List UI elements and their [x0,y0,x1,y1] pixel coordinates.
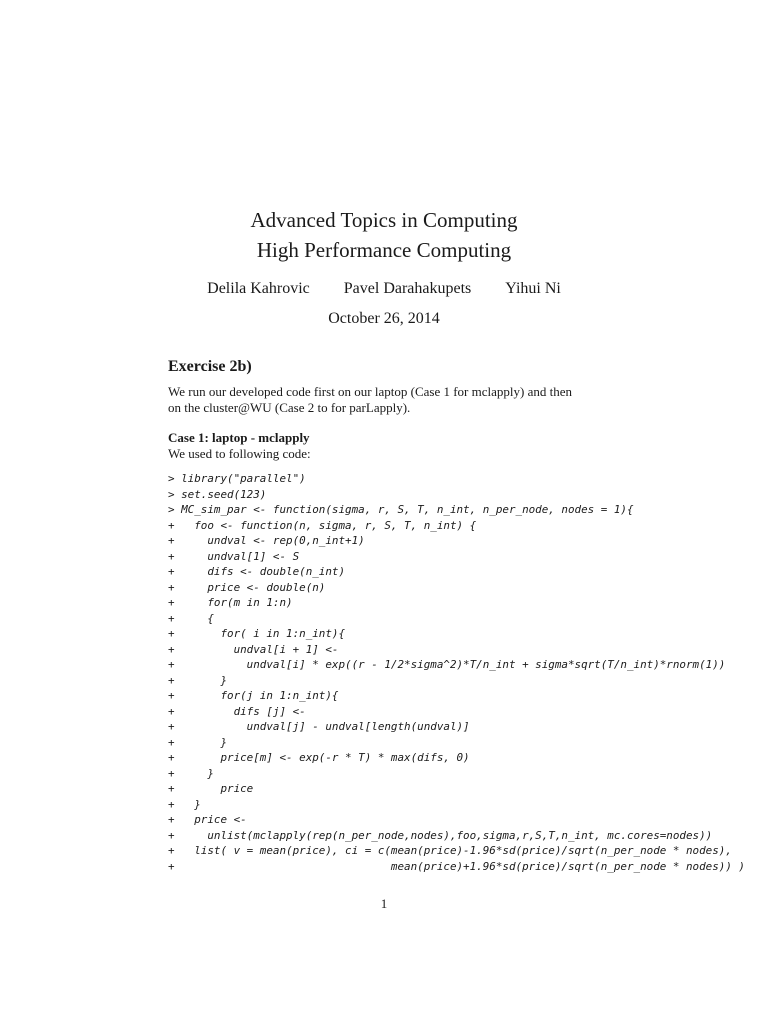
code-line: + list( v = mean(price), ci = c(mean(price)-1.96*sd(price)/sqrt(n_per_node * nodes), [168,844,732,857]
code-line: + price[m] <- exp(-r * T) * max(difs, 0) [168,751,470,764]
section-title: Exercise 2b) [168,358,252,375]
subsection-intro: We used to following code: [168,446,311,461]
code-line: + price [168,782,254,795]
author-name: Pavel Darahakupets [343,280,472,297]
author-name: Yihui Ni [505,280,561,297]
title-line-1: Advanced Topics in Computing [250,208,518,232]
code-line: + { [168,611,214,625]
author-list [0,280,768,298]
code-block [168,471,745,874]
paragraph-line: on the cluster@WU (Case 2 to for parLapply). [168,399,411,415]
code-line: + undval[i + 1] <- [168,642,339,656]
code-line: + mean(price)+1.96*sd(price)/sqrt(n_per_node * nodes)) ) [168,859,745,873]
code-line: + } [168,735,228,749]
page-number: 1 [380,896,388,911]
code-line: + for(m in 1:n) [168,596,293,609]
code-line: + undval <- rep(0,n_int+1) [168,534,365,547]
code-line: + price <- double(n) [168,580,326,594]
code-line: + undval[1] <- S [168,549,300,563]
code-line: + for( i in 1:n_int){ [168,627,346,640]
code-line: + } [168,766,214,780]
code-line: + unlist(mclapply(rep(n_per_node,nodes),foo,sigma,r,S,T,n_int, mc.cores=nodes)) [168,828,713,842]
code-line: + difs <- double(n_int) [168,565,346,578]
code-line: + undval[j] - undval[length(undval)] [168,720,470,733]
title-block [0,205,768,265]
code-line: + for(j in 1:n_int){ [168,689,339,702]
subsection-title: Case 1: laptop - mclapply [168,430,310,445]
code-line: + } [168,673,228,687]
code-line: + difs [j] <- [168,704,306,718]
author-name: Delila Kahrovic [207,280,310,297]
code-line: > library("parallel") [168,472,306,485]
code-line: + undval[i] * exp((r - 1/2*sigma^2)*T/n_int + sigma*sqrt(T/n_int)*rnorm(1)) [168,658,726,671]
code-line: + price <- [168,813,247,826]
code-line: > MC_sim_par <- function(sigma, r, S, T, n_int, n_per_node, nodes = 1){ [168,503,634,516]
paragraph-line: We run our developed code first on our laptop (Case 1 for mclapply) and then [168,384,572,399]
title-line-2: High Performance Computing [256,238,512,262]
code-line: + } [168,797,201,811]
code-line: > set.seed(123) [168,487,267,501]
section-paragraph [168,384,628,415]
document-date: October 26, 2014 [328,310,440,327]
code-line: + foo <- function(n, sigma, r, S, T, n_int) { [168,518,477,532]
